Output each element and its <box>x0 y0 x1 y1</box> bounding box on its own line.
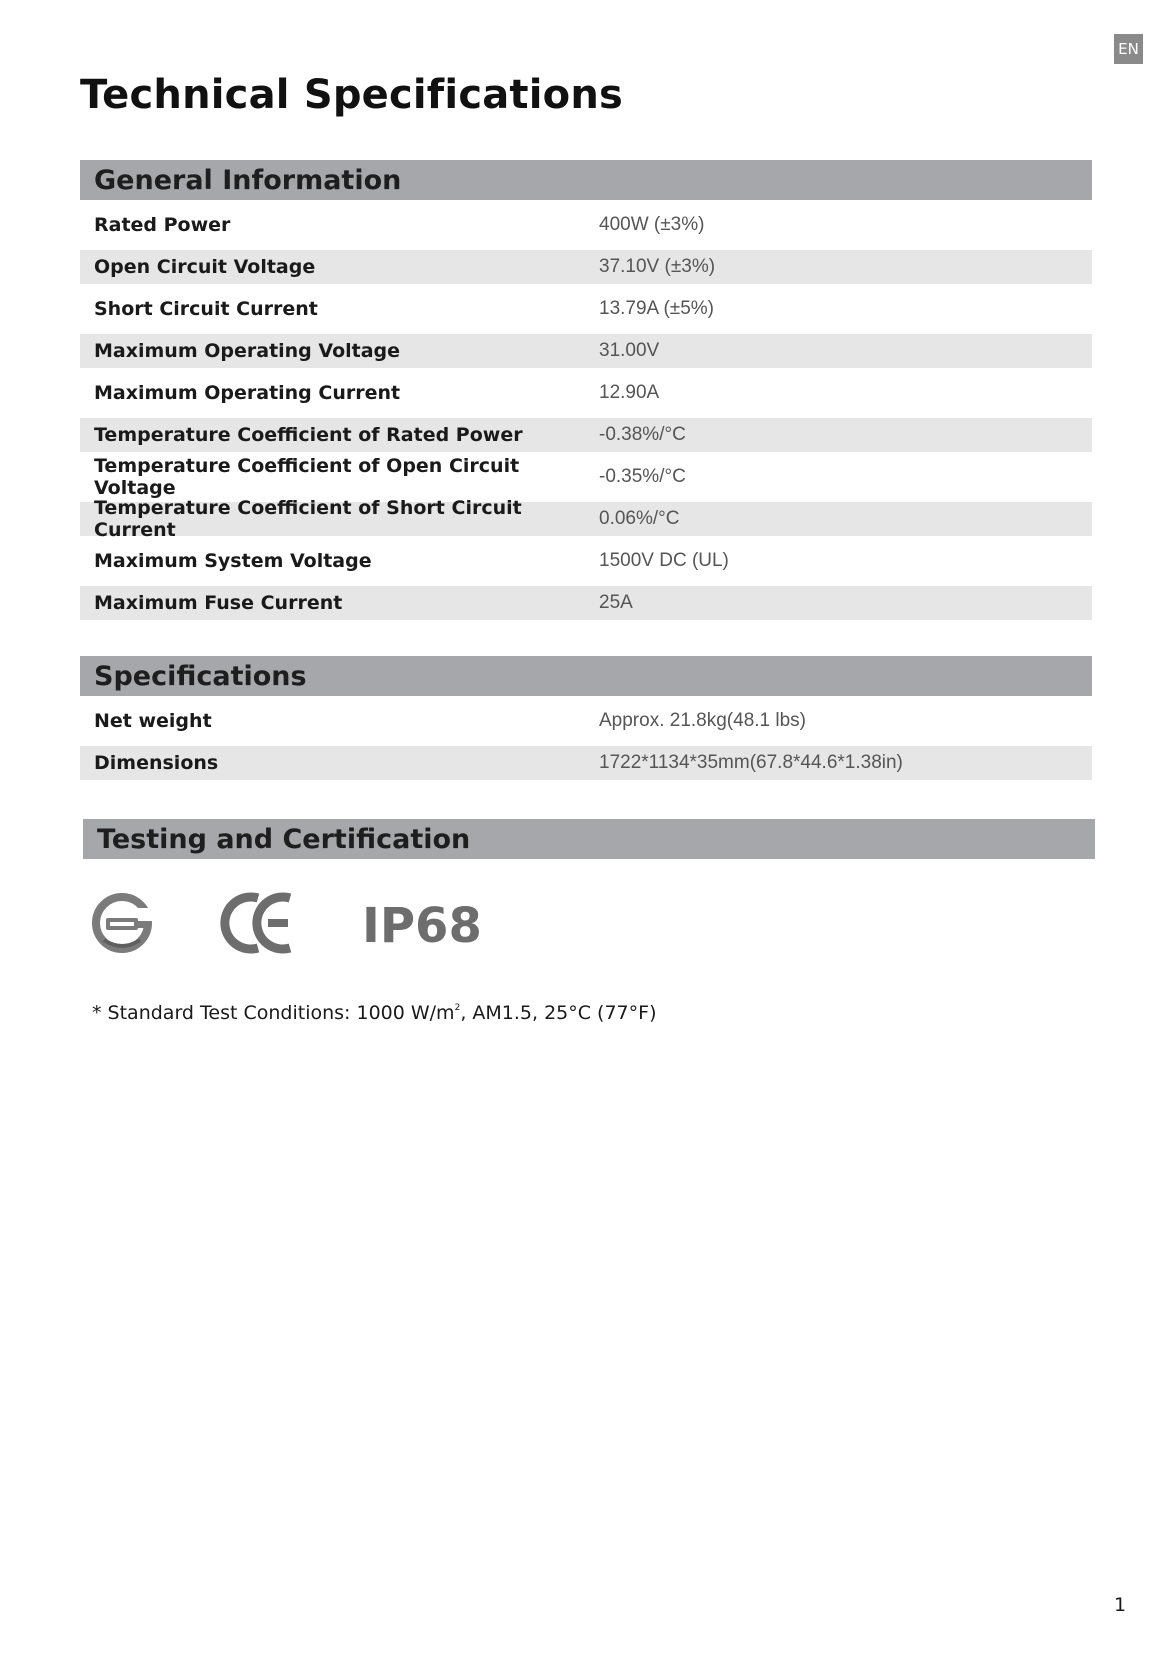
footnote-suffix: , AM1.5, 25°C (77°F) <box>460 1002 657 1024</box>
spec-label: Rated Power <box>94 214 231 236</box>
general-information-header: General Information <box>80 160 1092 200</box>
ip68-mark: IP68 <box>362 898 482 954</box>
spec-row-max-operating-current <box>80 376 1092 410</box>
spec-row-max-fuse-current <box>80 586 1092 620</box>
spec-value: 12.90A <box>599 382 660 403</box>
spec-row-max-system-voltage <box>80 544 1092 578</box>
spec-value: 0.06%/°C <box>599 508 680 529</box>
spec-row-net-weight <box>80 704 1092 738</box>
spec-value: 1722*1134*35mm(67.8*44.6*1.38in) <box>599 752 903 773</box>
spec-row-dimensions <box>80 746 1092 780</box>
spec-value: 1500V DC (UL) <box>599 550 729 571</box>
spec-label: Maximum System Voltage <box>94 550 372 572</box>
general-information-table <box>80 208 1092 628</box>
spec-row-temp-coeff-short-circuit-current <box>80 497 1092 541</box>
spec-label: Open Circuit Voltage <box>94 256 316 278</box>
page-title: Technical Specifications <box>80 72 624 118</box>
spec-row-temp-coeff-rated-power <box>80 418 1092 452</box>
footnote-superscript: 2 <box>454 1003 461 1013</box>
certification-logos <box>90 888 510 958</box>
testing-certification-header: Testing and Certification <box>83 819 1095 859</box>
spec-label: Maximum Operating Voltage <box>94 340 401 362</box>
spec-row-rated-power <box>80 208 1092 242</box>
footnote-prefix: * Standard Test Conditions: 1000 W/m <box>92 1002 455 1024</box>
spec-label: Maximum Operating Current <box>94 382 401 404</box>
spec-value: Approx. 21.8kg(48.1 lbs) <box>599 710 807 731</box>
spec-row-max-operating-voltage <box>80 334 1092 368</box>
page-number: 1 <box>1114 1594 1127 1616</box>
spec-label: Short Circuit Current <box>94 298 318 320</box>
ce-mark-icon <box>225 897 290 949</box>
spec-row-temp-coeff-open-circuit-voltage <box>80 455 1092 499</box>
language-badge: EN <box>1114 34 1143 64</box>
spec-label: Temperature Coefficient of Rated Power <box>94 424 523 446</box>
spec-label: Temperature Coefficient of Short Circuit Current <box>94 497 522 541</box>
specifications-table <box>80 704 1092 788</box>
spec-value: -0.35%/°C <box>599 466 686 487</box>
spec-row-open-circuit-voltage <box>80 250 1092 284</box>
spec-value: 31.00V <box>599 340 660 361</box>
test-conditions-footnote <box>92 1002 657 1024</box>
spec-value: 400W (±3%) <box>599 214 705 235</box>
spec-label: Temperature Coefficient of Open Circuit Voltage <box>94 455 520 499</box>
spec-label: Dimensions <box>94 752 219 774</box>
spec-value: -0.38%/°C <box>599 424 686 445</box>
spec-row-short-circuit-current <box>80 292 1092 326</box>
spec-value: 37.10V (±3%) <box>599 256 716 277</box>
spec-value: 25A <box>599 592 633 613</box>
spec-label: Maximum Fuse Current <box>94 592 343 614</box>
specifications-header: Specifications <box>80 656 1092 696</box>
spec-value: 13.79A (±5%) <box>599 298 714 319</box>
spec-label: Net weight <box>94 710 212 732</box>
tuv-certification-icon <box>96 897 154 949</box>
